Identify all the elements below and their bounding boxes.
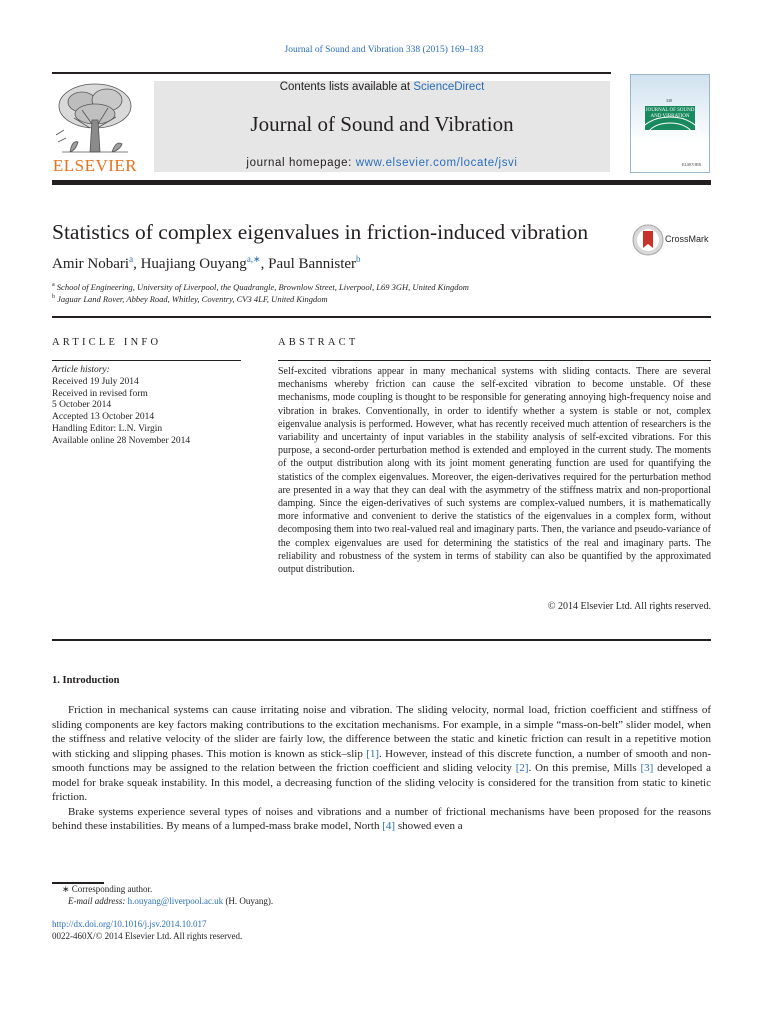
contents-prefix: Contents lists available at [279,81,414,93]
section-heading-introduction: 1. Introduction [52,675,120,686]
abstract-rule [278,360,711,361]
author-name: Paul Bannister [268,256,357,272]
affiliation-mark: a [52,282,55,289]
crossmark-label: CrossMark [665,234,709,244]
history-line: Handling Editor: L.N. Virgin [52,423,163,434]
crossmark-badge[interactable] [632,223,712,257]
header-divider [52,316,711,318]
cover-issue-number: 338 [666,98,672,103]
author-name: Huajiang Ouyang [140,256,247,272]
doi-link[interactable]: http://dx.doi.org/10.1016/j.jsv.2014.10.017 [52,919,207,929]
history-line: Received 19 July 2014 [52,376,139,387]
paragraph-text: . However, instead of this discrete function, a number of smooth and non-smooth functions may be assigned to the relation between the friction coefficient and sliding velocity [52,747,711,774]
affiliation-text: School of Engineering, University of Liverpool, the Quadrangle, Brownlow Street, Liverpool, L69 3GH, United Kingdom [56,282,469,292]
contents-available-line [154,81,610,93]
history-line: Accepted 13 October 2014 [52,412,155,423]
cover-publisher: ELSEVIER [682,162,701,167]
article-info-rule [52,360,241,361]
article-history-heading: Article history: [52,365,110,375]
intro-paragraph-1 [52,703,711,805]
elsevier-wordmark: ELSEVIER [52,156,138,175]
paragraph-text: Friction in mechanical systems can cause irritating noise and vibration. The sliding velocity, normal load, friction coefficient and stiffness of sliding components are key factors making contributions to the excitation mechanisms. For example, in a simple “mass-on-belt” slider model, when the stiffness and relative velocity of the slider are fairly low, the difference between the static and kinetic friction can result in a repetitive motion with sticking and slipping phases. This motion is known as stick–slip [52,704,711,760]
author-affiliation-mark[interactable]: a [129,254,134,264]
author-list: Amir Nobari$^a$, Huajiang Ouyang$^{a,∗}$, Paul Bannister$^b$ [52,254,361,272]
crossmark-icon [632,223,664,257]
intro-body [52,703,711,834]
abstract-text: Self-excited vibrations appear in many mechanical systems with sliding contacts. There are several mechanisms whereby friction can cause the self-excited vibration to become unstable. Of these mechanisms, mode coupling is thought to be responsible for generating annoying high-frequency noise and vibration in brakes. Conventionally, in order to identify whether a system is stable or not, complex eigenvalue analysis is performed. However, what has recently received much attention of researchers is the variability and uncertainty of input variables in the stability analysis of self-excited vibrations. For this purpose, a second-order perturbation method is extended and employed in the current study. The moments of the output distribution along with its joint moment generating function are used for quantifying the statistics of the complex eigenvalues. Moreover, the eigen-derivatives required for the perturbation method are presented in a way that they can deal with the asymmetry of the stiffness matrix and non-proportional damping. Since the eigen-derivatives of such systems are complex-valued numbers, it is mathematically more informative and convenient to derive the statistics of the eigenvalues in a complex form, without decomposing them into two real-valued real and imaginary parts. Then, the variance and pseudo-variance of the complex eigenvalues are used for determining the statistics of the real and imaginary parts. The reliability and robustness of the system in terms of stability can also be quantified by the approximated output distribution. [278,366,711,576]
abstract-heading: ABSTRACT [278,337,359,348]
email-link[interactable]: h.ouyang@liverpool.ac.uk [127,896,224,906]
article-title: Statistics of complex eigenvalues in friction-induced vibration [52,220,589,244]
paragraph-text: Brake systems experience several types of noises and vibrations and a number of frictional mechanisms have been proposed for the reasons behind these instabilities. By means of a lumped-mass brake model, North [52,805,711,832]
journal-name: Journal of Sound and Vibration [250,112,514,136]
issn-copyright: 0022-460X/© 2014 Elsevier Ltd. All rights reserved. [52,931,243,941]
journal-homepage-link[interactable]: www.elsevier.com/locate/jsvi [355,157,518,169]
paragraph-text: developed a model for brake squeak instability. In this model, a decreasing function of the sliding velocity is considered for the transition from static to kinetic friction. [52,762,711,803]
sciencedirect-link[interactable]: ScienceDirect [413,81,485,93]
history-line: 5 October 2014 [52,400,112,411]
history-line: Received in revised form [52,388,148,399]
masthead-bottom-rule [52,180,711,185]
paragraph-text: showed even a [395,820,463,832]
intro-paragraph-2 [52,805,711,834]
email-footnote [68,896,273,906]
homepage-prefix: journal homepage: [246,157,356,169]
reference-link[interactable]: [1] [366,747,380,760]
abstract-bottom-divider [52,639,711,641]
article-history [52,365,252,448]
corresponding-author-note: ∗ Corresponding author. [62,884,153,894]
article-info-heading: ARTICLE INFO [52,337,162,348]
reference-link[interactable]: [3] [640,762,654,774]
journal-cover-thumbnail[interactable] [630,74,710,173]
masthead-top-rule [52,72,611,74]
reference-link[interactable]: [2] [515,762,529,774]
abstract-copyright: © 2014 Elsevier Ltd. All rights reserved. [547,601,711,612]
email-suffix: (H. Ouyang). [223,896,274,906]
affiliation [52,282,469,292]
journal-homepage-line [154,157,610,169]
author-affiliation-mark[interactable]: a,∗ [246,254,261,264]
journal-citation[interactable]: Journal of Sound and Vibration 338 (2015) 169–183 [284,45,484,55]
author-name: Amir Nobari [52,256,130,272]
author-affiliation-mark[interactable]: b [356,254,361,264]
affiliation-mark: b [52,294,55,301]
cover-title: JOURNAL OF SOUND AND VIBRATION [645,106,695,130]
affiliation-text: Jaguar Land Rover, Abbey Road, Whitley, Coventry, CV3 4LF, United Kingdom [57,294,328,304]
affiliation [52,294,328,304]
email-label: E-mail address: [68,896,126,906]
paragraph-text: . On this premise, Mills [528,762,641,774]
history-line: Available online 28 November 2014 [52,435,191,446]
cover-rings-graphic [631,75,709,172]
reference-link[interactable]: [4] [382,820,396,832]
